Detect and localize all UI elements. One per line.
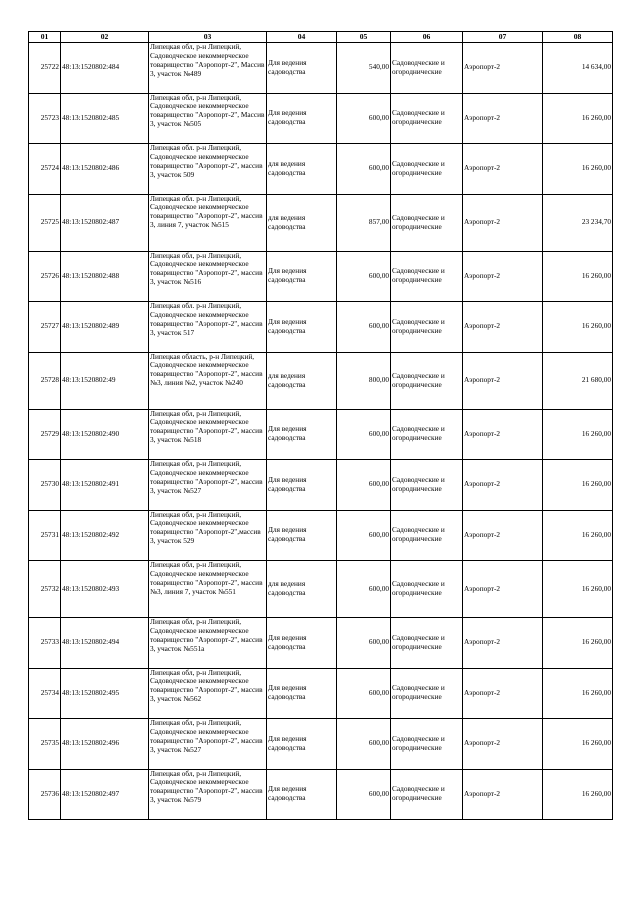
row-number-cell: 25727	[29, 302, 61, 353]
row-number-cell: 25724	[29, 144, 61, 195]
group-cell: Аэропорт-2	[463, 43, 543, 94]
row-number-cell: 25729	[29, 409, 61, 460]
permitted-use-cell: Для ведения садоводства	[267, 93, 337, 144]
cadastral-number-cell: 48:13:1520802:488	[61, 251, 149, 302]
area-cell: 600,00	[337, 510, 391, 561]
permitted-use-cell: Для ведения садоводства	[267, 302, 337, 353]
column-header: 08	[543, 32, 613, 43]
table-row	[29, 251, 613, 302]
cadastral-value-cell: 16 260,00	[543, 719, 613, 770]
permitted-use-cell: Для ведения садоводства	[267, 409, 337, 460]
cadastral-number-cell: 48:13:1520802:490	[61, 409, 149, 460]
permitted-use-cell: Для ведения садоводства	[267, 618, 337, 669]
cadastral-number-cell: 48:13:1520802:497	[61, 769, 149, 820]
land-category-cell: Садоводческие и огороднические	[391, 251, 463, 302]
cadastral-number-cell: 48:13:1520802:491	[61, 460, 149, 511]
table-row	[29, 668, 613, 719]
permitted-use-cell: Для ведения садоводства	[267, 43, 337, 94]
address-cell: Липецкая обл. р-н Липецкий, Садоводческое некоммерческое товарищество "Аэропорт-2", массив 3, линия 7, участок №515	[149, 194, 267, 251]
table-row	[29, 460, 613, 511]
table-row	[29, 93, 613, 144]
row-number-cell: 25732	[29, 561, 61, 618]
area-cell: 600,00	[337, 668, 391, 719]
land-category-cell: Садоводческие и огороднические	[391, 43, 463, 94]
address-cell: Липецкая обл, р-н Липецкий, Садоводческое некоммерческое товарищество "Аэропорт-2", массив 3, участок №516	[149, 251, 267, 302]
cadastral-value-cell: 16 260,00	[543, 510, 613, 561]
address-cell: Липецкая обл, р-н Липецкий, Садоводческое некоммерческое товарищество "Аэропорт-2", массив 3, участок №527	[149, 460, 267, 511]
cadastral-number-cell: 48:13:1520802:495	[61, 668, 149, 719]
address-cell: Липецкая обл, р-н Липецкий, Садоводческое некоммерческое товарищество "Аэропорт-2",массив 3, участок 529	[149, 510, 267, 561]
row-number-cell: 25731	[29, 510, 61, 561]
table-row	[29, 352, 613, 409]
address-cell: Липецкая обл, р-н Липецкий, Садоводческое некоммерческое товарищество "Аэропорт-2", массив 3, участок №562	[149, 668, 267, 719]
cadastral-number-cell: 48:13:1520802:496	[61, 719, 149, 770]
area-cell: 600,00	[337, 460, 391, 511]
table-row	[29, 144, 613, 195]
group-cell: Аэропорт-2	[463, 719, 543, 770]
column-header: 07	[463, 32, 543, 43]
table-row	[29, 618, 613, 669]
permitted-use-cell: Для ведения садоводства	[267, 460, 337, 511]
permitted-use-cell: Для ведения садоводства	[267, 251, 337, 302]
permitted-use-cell: для ведения садоводства	[267, 561, 337, 618]
group-cell: Аэропорт-2	[463, 510, 543, 561]
group-cell: Аэропорт-2	[463, 352, 543, 409]
address-cell: Липецкая обл, р-н Липецкий, Садоводческое некоммерческое товарищество "Аэропорт-2", массив 3, участок №551а	[149, 618, 267, 669]
cadastral-number-cell: 48:13:1520802:49	[61, 352, 149, 409]
permitted-use-cell: Для ведения садоводства	[267, 668, 337, 719]
address-cell: Липецкая обл. р-н Липецкий, Садоводческое некоммерческое товарищество "Аэропорт-2", массив 3, участок 509	[149, 144, 267, 195]
table-row	[29, 510, 613, 561]
column-header: 02	[61, 32, 149, 43]
address-cell: Липецкая обл, р-н Липецкий, Садоводческое некоммерческое товарищество "Аэропорт-2", Массив 3, участок №505	[149, 93, 267, 144]
column-header: 06	[391, 32, 463, 43]
column-header: 04	[267, 32, 337, 43]
row-number-cell: 25728	[29, 352, 61, 409]
land-category-cell: Садоводческие и огороднические	[391, 194, 463, 251]
group-cell: Аэропорт-2	[463, 409, 543, 460]
area-cell: 600,00	[337, 618, 391, 669]
area-cell: 600,00	[337, 719, 391, 770]
cadastral-number-cell: 48:13:1520802:487	[61, 194, 149, 251]
address-cell: Липецкая обл, р-н Липецкий, Садоводческое некоммерческое товарищество "Аэропорт-2", массив 3, участок №579	[149, 769, 267, 820]
permitted-use-cell: Для ведения садоводства	[267, 769, 337, 820]
row-number-cell: 25723	[29, 93, 61, 144]
land-plot-register-sheet	[28, 31, 612, 820]
land-category-cell: Садоводческие и огороднические	[391, 93, 463, 144]
cadastral-value-cell: 16 260,00	[543, 668, 613, 719]
land-category-cell: Садоводческие и огороднические	[391, 618, 463, 669]
table-row	[29, 302, 613, 353]
group-cell: Аэропорт-2	[463, 561, 543, 618]
area-cell: 600,00	[337, 251, 391, 302]
row-number-cell: 25725	[29, 194, 61, 251]
group-cell: Аэропорт-2	[463, 460, 543, 511]
cadastral-number-cell: 48:13:1520802:484	[61, 43, 149, 94]
area-cell: 857,00	[337, 194, 391, 251]
cadastral-number-cell: 48:13:1520802:485	[61, 93, 149, 144]
row-number-cell: 25730	[29, 460, 61, 511]
group-cell: Аэропорт-2	[463, 618, 543, 669]
row-number-cell: 25722	[29, 43, 61, 94]
cadastral-number-cell: 48:13:1520802:492	[61, 510, 149, 561]
permitted-use-cell: Для ведения садоводства	[267, 510, 337, 561]
cadastral-value-cell: 16 260,00	[543, 144, 613, 195]
land-category-cell: Садоводческие и огороднические	[391, 302, 463, 353]
column-header: 03	[149, 32, 267, 43]
land-category-cell: Садоводческие и огороднические	[391, 719, 463, 770]
cadastral-value-cell: 16 260,00	[543, 409, 613, 460]
cadastral-value-cell: 16 260,00	[543, 251, 613, 302]
cadastral-number-cell: 48:13:1520802:493	[61, 561, 149, 618]
row-number-cell: 25733	[29, 618, 61, 669]
area-cell: 600,00	[337, 561, 391, 618]
address-cell: Липецкая обл, р-н Липецкий, Садоводческое некоммерческое товарищество "Аэропорт-2", Массив 3, участок №489	[149, 43, 267, 94]
land-category-cell: Садоводческие и огороднические	[391, 561, 463, 618]
cadastral-value-cell: 16 260,00	[543, 769, 613, 820]
cadastral-value-cell: 16 260,00	[543, 302, 613, 353]
table-row	[29, 769, 613, 820]
area-cell: 600,00	[337, 302, 391, 353]
cadastral-number-cell: 48:13:1520802:494	[61, 618, 149, 669]
cadastral-value-cell: 21 680,00	[543, 352, 613, 409]
column-header: 05	[337, 32, 391, 43]
area-cell: 600,00	[337, 409, 391, 460]
table-row	[29, 409, 613, 460]
table-row	[29, 719, 613, 770]
land-plot-table	[28, 31, 613, 820]
area-cell: 540,00	[337, 43, 391, 94]
row-number-cell: 25726	[29, 251, 61, 302]
land-category-cell: Садоводческие и огороднические	[391, 352, 463, 409]
group-cell: Аэропорт-2	[463, 93, 543, 144]
group-cell: Аэропорт-2	[463, 144, 543, 195]
table-row	[29, 561, 613, 618]
cadastral-value-cell: 16 260,00	[543, 561, 613, 618]
address-cell: Липецкая обл, р-н Липецкий, Садоводческое некоммерческое товарищество "Аэропорт-2", массив №3, линия 7, участок №551	[149, 561, 267, 618]
land-category-cell: Садоводческие и огороднические	[391, 144, 463, 195]
column-header: 01	[29, 32, 61, 43]
address-cell: Липецкая обл, р-н Липецкий, Садоводческое некоммерческое товарищество "Аэропорт-2", массив 3, участок №527	[149, 719, 267, 770]
table-body	[29, 43, 613, 820]
land-category-cell: Садоводческие и огороднические	[391, 409, 463, 460]
group-cell: Аэропорт-2	[463, 302, 543, 353]
land-category-cell: Садоводческие и огороднические	[391, 668, 463, 719]
area-cell: 600,00	[337, 769, 391, 820]
group-cell: Аэропорт-2	[463, 668, 543, 719]
cadastral-value-cell: 16 260,00	[543, 618, 613, 669]
area-cell: 600,00	[337, 93, 391, 144]
cadastral-number-cell: 48:13:1520802:486	[61, 144, 149, 195]
header-row	[29, 32, 613, 43]
address-cell: Липецкая обл, р-н Липецкий, Садоводческое некоммерческое товарищество "Аэропорт-2", массив 3, участок №518	[149, 409, 267, 460]
permitted-use-cell: Для ведения садоводства	[267, 719, 337, 770]
cadastral-value-cell: 16 260,00	[543, 93, 613, 144]
group-cell: Аэропорт-2	[463, 769, 543, 820]
group-cell: Аэропорт-2	[463, 251, 543, 302]
cadastral-value-cell: 16 260,00	[543, 460, 613, 511]
permitted-use-cell: для ведения садоводства	[267, 144, 337, 195]
address-cell: Липецкая обл. р-н Липецкий, Садоводческое некоммерческое товарищество "Аэропорт-2", массив 3, участок 517	[149, 302, 267, 353]
land-category-cell: Садоводческие и огороднические	[391, 769, 463, 820]
cadastral-value-cell: 14 634,00	[543, 43, 613, 94]
permitted-use-cell: для ведения садоводства	[267, 352, 337, 409]
row-number-cell: 25735	[29, 719, 61, 770]
cadastral-number-cell: 48:13:1520802:489	[61, 302, 149, 353]
address-cell: Липецкая область, р-н Липецкий, Садоводческое некоммерческое товарищество "Аэропорт-2", массив №3, линия №2, участок №240	[149, 352, 267, 409]
permitted-use-cell: для ведения садоводства	[267, 194, 337, 251]
table-row	[29, 43, 613, 94]
area-cell: 600,00	[337, 144, 391, 195]
row-number-cell: 25736	[29, 769, 61, 820]
group-cell: Аэропорт-2	[463, 194, 543, 251]
area-cell: 800,00	[337, 352, 391, 409]
row-number-cell: 25734	[29, 668, 61, 719]
table-row	[29, 194, 613, 251]
cadastral-value-cell: 23 234,70	[543, 194, 613, 251]
land-category-cell: Садоводческие и огороднические	[391, 460, 463, 511]
land-category-cell: Садоводческие и огороднические	[391, 510, 463, 561]
